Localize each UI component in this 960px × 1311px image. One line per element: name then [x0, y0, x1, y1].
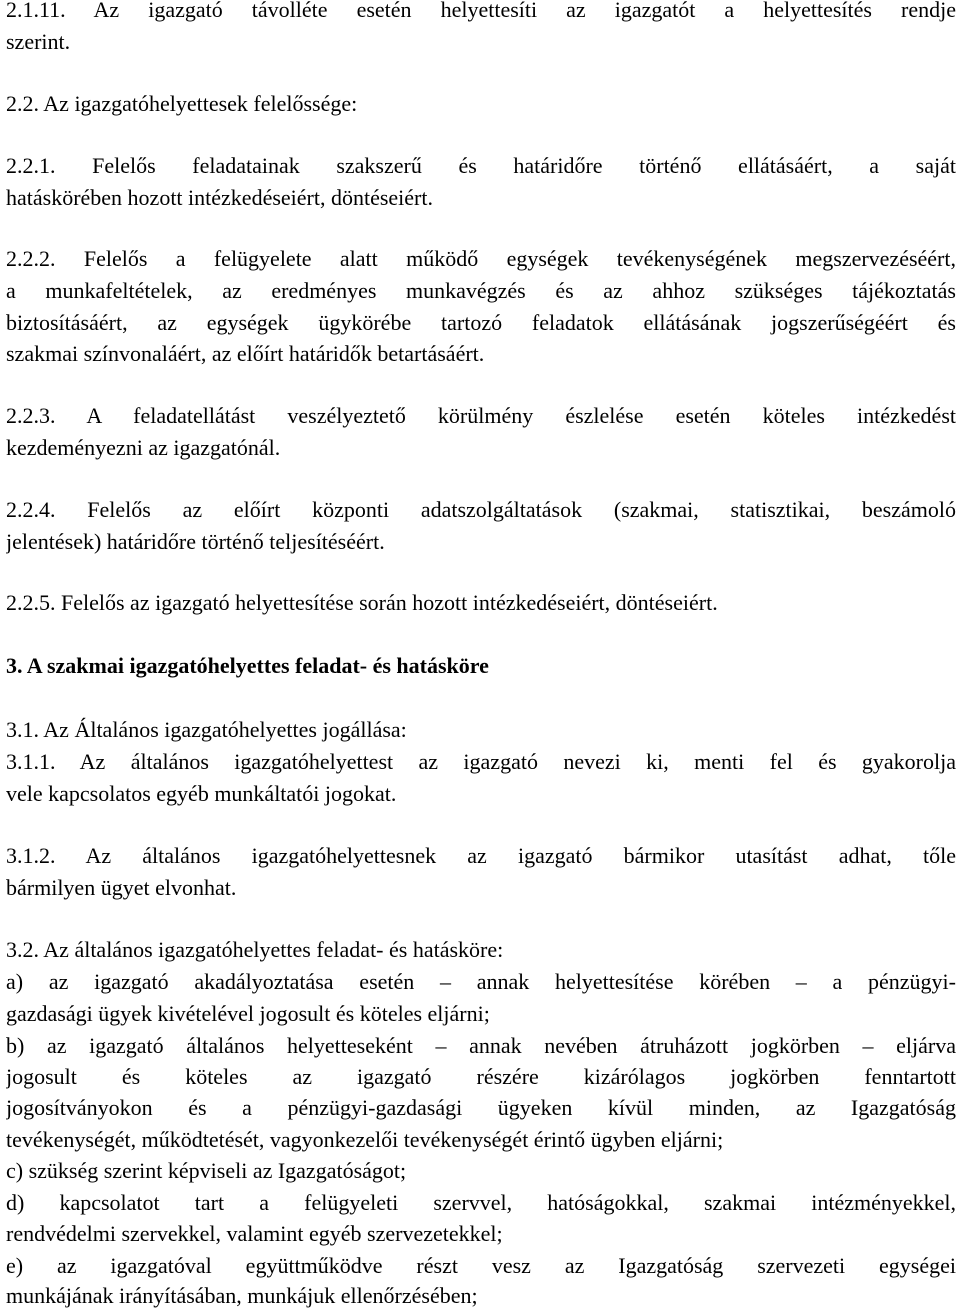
- list-item-line: b) az igazgató általános helyetteseként – annak nevében átruházott jogkörben – eljárva: [6, 1033, 956, 1058]
- text-line: szerint.: [6, 29, 71, 54]
- text-line: 2.2.5. Felelős az igazgató helyettesítése során hozott intézkedéseiért, döntéseiért.: [6, 590, 718, 615]
- list-item-line: jogosítványokon és a pénzügyi-gazdasági ügyeken kívül minden, az Igazgatóság: [6, 1095, 956, 1120]
- text-line: 2.2.3. A feladatellátást veszélyeztető körülmény észlelése esetén köteles intézkedést: [6, 403, 956, 428]
- text-line: biztosításáért, az egységek ügykörébe tartozó feladatok ellátásának jogszerűségéért és: [6, 310, 956, 335]
- text-line: jelentések) határidőre történő teljesítéséért.: [6, 529, 385, 554]
- subsection-heading: 3.2. Az általános igazgatóhelyettes feladat- és hatásköre:: [6, 937, 504, 962]
- list-item-line: a) az igazgató akadályoztatása esetén – annak helyettesítése körében – a pénzügyi-: [6, 969, 956, 994]
- list-item-line: d) kapcsolatot tart a felügyeleti szervvel, hatóságokkal, szakmai intézményekkel,: [6, 1190, 956, 1215]
- text-line: 2.1.11. Az igazgató távolléte esetén helyettesíti az igazgatót a helyettesítés rendje: [6, 0, 956, 22]
- list-item-line: c) szükség szerint képviseli az Igazgatóságot;: [6, 1158, 407, 1183]
- list-item-line: rendvédelmi szervekkel, valamint egyéb szervezetekkel;: [6, 1221, 503, 1246]
- list-item-line: e) az igazgatóval együttműködve részt vesz az Igazgatóság szervezeti egységei: [6, 1253, 956, 1278]
- list-item-line: jogosult és köteles az igazgató részére kizárólagos jogkörben fenntartott: [6, 1064, 956, 1089]
- list-item-line: tevékenységét, működtetését, vagyonkezelői tevékenységét érintő ügyben eljárni;: [6, 1127, 724, 1152]
- text-line: hatáskörében hozott intézkedéseiért, döntéseiért.: [6, 185, 433, 210]
- list-item-line: gazdasági ügyek kivételével jogosult és köteles eljárni;: [6, 1001, 490, 1026]
- text-line: 2.2.2. Felelős a felügyelete alatt működő egységek tevékenységének megszervezéséért,: [6, 246, 956, 271]
- text-line: a munkafeltételek, az eredményes munkavégzés és az ahhoz szükséges tájékoztatás: [6, 278, 956, 303]
- text-line: bármilyen ügyet elvonhat.: [6, 875, 237, 900]
- section-heading: 2.2. Az igazgatóhelyettesek felelőssége:: [6, 91, 358, 116]
- text-line: 3.1.1. Az általános igazgatóhelyettest az igazgató nevezi ki, menti fel és gyakorolja: [6, 749, 956, 774]
- section-heading: 3. A szakmai igazgatóhelyettes feladat- és hatásköre: [6, 653, 489, 678]
- text-line: vele kapcsolatos egyéb munkáltatói jogokat.: [6, 781, 397, 806]
- list-item-line: munkájának irányításában, munkájuk ellenőrzésében;: [6, 1283, 478, 1308]
- text-line: kezdeményezni az igazgatónál.: [6, 435, 281, 460]
- text-line: szakmai színvonaláért, az előírt határidők betartásáért.: [6, 341, 485, 366]
- text-line: 2.2.1. Felelős feladatainak szakszerű és határidőre történő ellátásáért, a saját: [6, 153, 956, 178]
- text-line: 3.1.2. Az általános igazgatóhelyettesnek az igazgató bármikor utasítást adhat, tőle: [6, 843, 956, 868]
- text-line: 2.2.4. Felelős az előírt központi adatszolgáltatások (szakmai, statisztikai, beszámoló: [6, 497, 956, 522]
- subsection-heading: 3.1. Az Általános igazgatóhelyettes jogállása:: [6, 717, 407, 742]
